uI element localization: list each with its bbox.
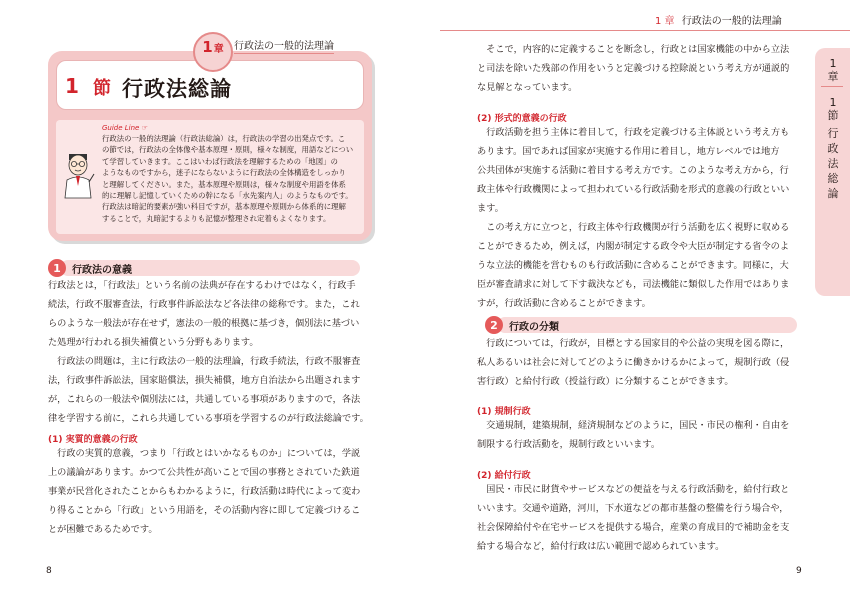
side-tab-title xyxy=(827,126,839,201)
subheading-substantive-administration: (1) 実質的意義の行政 xyxy=(48,435,138,445)
subsection-number: 2 xyxy=(485,316,503,334)
side-tab-char: 総 xyxy=(827,172,839,185)
guide-line: 的に理解し記憶していくための幹になる「水先案内人」のようなものです。 xyxy=(102,191,353,201)
guide-line: と理解してください。また，基本原理や原則は，様々な制度や用語を体系 xyxy=(102,179,346,189)
guide-line: て学習していきます。ここはいわば行政法を理解するための「地図」の xyxy=(102,156,338,166)
text-line: 法，行政事件訴訟法，国家賠償法，損失補償，地方自治法から出題されます xyxy=(48,375,361,386)
text-line: らのような一般法が存在せず，憲法の一般的根拠に基づき，個別法に基づい xyxy=(48,318,360,329)
side-tab-char: 行 xyxy=(827,127,839,140)
text-line: 事業が民営化されたことからもわかるように，行政活動は時代によって変わ xyxy=(48,486,361,497)
side-tab-section xyxy=(827,96,839,122)
paragraph-right-5 xyxy=(477,480,789,556)
side-tab-char: 法 xyxy=(827,157,839,170)
text-line: な見解となっています。 xyxy=(477,82,578,93)
section-title: 行政法総論 xyxy=(122,77,232,101)
text-line: 私人あるいは社会に対してどのように働きかけるかによって，規制行政（侵 xyxy=(477,357,790,368)
guide-line: ようなものですから，迷子にならないように行政法の全体構造をしっかり xyxy=(102,168,346,178)
subsection-number: 1 xyxy=(48,259,66,277)
text-line: この考え方に立つと，行政主体や行政機関が行う活動を広く視野に収める xyxy=(477,222,790,233)
running-header xyxy=(655,12,782,27)
text-line: 政主体や行政機関によって担われている行政活動を形式的意義の行政といい xyxy=(477,184,790,195)
paragraph-left-1 xyxy=(48,276,369,428)
side-tab-divider xyxy=(821,86,843,87)
text-line: 国民・市民に財貨やサービスなどの便益を与える行政活動を，給付行政と xyxy=(477,484,790,495)
subsection-heading-2 xyxy=(485,315,797,335)
subheading-formal-administration: (2) 形式的意義の行政 xyxy=(477,114,567,124)
guide-line: の節では，行政法の全体像や基本原理・原則，様々な制度，用語などについ xyxy=(102,145,354,155)
side-tab-char: 章 xyxy=(827,70,839,83)
side-tab-char: 政 xyxy=(827,142,839,155)
text-line: 行政法とは，「行政法」という名前の法典が存在するわけではなく，行政手 xyxy=(48,280,356,291)
text-line: いいます。交通や道路，河川，下水道などの都市基盤の整備を行う場合や， xyxy=(477,503,789,514)
text-line: 臣が審査請求に対して下す裁決なども，司法機能に類似した作用ではありま xyxy=(477,279,790,290)
text-line: とが困難であるためです。 xyxy=(48,524,158,535)
text-line: 制限する行政活動を，規制行政といいます。 xyxy=(477,439,661,450)
text-line: すが，行政活動に含めることができます。 xyxy=(477,298,651,309)
text-line: あります。国であれば国家が実施する作用に着目し，地方レベルでは地方 xyxy=(477,146,780,157)
text-line: た処理が行われる損失補償という分野もあります。 xyxy=(48,337,259,348)
text-line: と司法を除いた残部の作用をいうと定義づける控除説という考え方が通説的 xyxy=(477,63,790,74)
text-line: うな立法的機能を営むものも行政活動に含めることができます。同様に，大 xyxy=(477,260,789,271)
paragraph-right-1 xyxy=(477,40,789,97)
text-line: 社会保障給付や在宅サービスを提供する場合，産業の育成目的で補助金を支 xyxy=(477,522,790,533)
subheading-regulatory-administration: (1) 規制行政 xyxy=(477,407,531,417)
text-line: 続法，行政不服審査法，行政事件訴訟法など各法律の総称です。また，これ xyxy=(48,299,360,310)
side-tab-chapter xyxy=(827,57,839,83)
side-tab-char: 1 xyxy=(829,57,837,70)
subsection-title: 行政法の意義 xyxy=(60,260,360,276)
paragraph-right-3 xyxy=(477,334,789,391)
chapter-badge xyxy=(193,32,233,72)
section-number: 1 xyxy=(65,74,80,98)
paragraph-left-2 xyxy=(48,444,360,539)
running-header-title: 行政法の一般的法理論 xyxy=(681,16,782,27)
text-line: 上の議論があります。かつて公共性が高いことで国の事務とされていた鉄道 xyxy=(48,467,360,478)
paragraph-right-2 xyxy=(477,123,789,313)
page-number-left: 8 xyxy=(46,566,52,576)
text-line: 行政法の問題は，主に行政法の一般的法理論，行政手続法，行政不服審査 xyxy=(48,356,361,367)
text-line: 律を学習する前に，これら共通している事項を学習するのが行政法総論です。 xyxy=(48,413,369,424)
text-line: 行政については，行政が，目標とする国家目的や公益の実現を図る際に， xyxy=(477,338,790,349)
text-line: 交通規制，建築規制，経済規制などのように，国民・市民の権利・自由を xyxy=(477,420,790,431)
teacher-illustration-icon xyxy=(60,152,96,200)
guide-line: することで，丸暗記するよりも記憶が整理され定着もよくなります。 xyxy=(102,213,331,223)
text-line: ます。 xyxy=(477,203,504,214)
text-line: 行政活動を担う主体に着目して，行政を定義づける主体説という考え方も xyxy=(477,127,790,138)
section-unit: 節 xyxy=(93,78,111,99)
side-tab-char: 節 xyxy=(827,109,839,122)
subsection-title: 行政の分類 xyxy=(497,317,797,333)
guide-line: 行政法は暗記的要素が強い科目ですが，基本原理や原則から体系的に理解 xyxy=(102,202,346,212)
chapter-unit: 章 xyxy=(213,44,224,55)
text-line: 害行政）と給付行政（授益行政）に分類することができます。 xyxy=(477,376,734,387)
text-line: 公共団体が実施する活動に着目する考え方です。このような考え方から，行 xyxy=(477,165,789,176)
side-tab-char: 論 xyxy=(827,187,839,200)
subheading-benefit-administration: (2) 給付行政 xyxy=(477,471,531,481)
side-tab-char: 1 xyxy=(829,96,837,109)
header-divider xyxy=(440,30,850,31)
paragraph-right-4 xyxy=(477,416,789,454)
text-line: り得ることから「行政」という用語を，その活動内容に即して定義づけるこ xyxy=(48,505,361,516)
text-line: 行政の実質的意義，つまり「行政とはいかなるものか」については，学説 xyxy=(48,448,361,459)
guide-line: 行政法の一般的法理論（行政法総論）は，行政法の学習の出発点です。こ xyxy=(102,134,346,143)
subsection-heading-1 xyxy=(48,258,360,278)
running-header-chapter: 1 章 xyxy=(655,16,675,27)
text-line: ことができるため，例えば，内閣が制定する政令や大臣が制定する省令のよ xyxy=(477,241,790,252)
guide-line-text xyxy=(102,133,358,224)
text-line: 給する場合など，給付行政は広い範囲で認められています。 xyxy=(477,541,725,552)
text-line: が，これらの一般法や個別法には，共通している事項がありますので，各法 xyxy=(48,394,361,405)
guide-line-label: Guide Line ☞ xyxy=(102,124,148,132)
chapter-number: 1 xyxy=(202,38,213,56)
text-line: そこで，内容的に定義することを断念し，行政とは国家機能の中から立法 xyxy=(477,44,790,55)
page-number-right: 9 xyxy=(796,566,802,576)
chapter-title: 行政法の一般的法理論 xyxy=(234,37,334,54)
